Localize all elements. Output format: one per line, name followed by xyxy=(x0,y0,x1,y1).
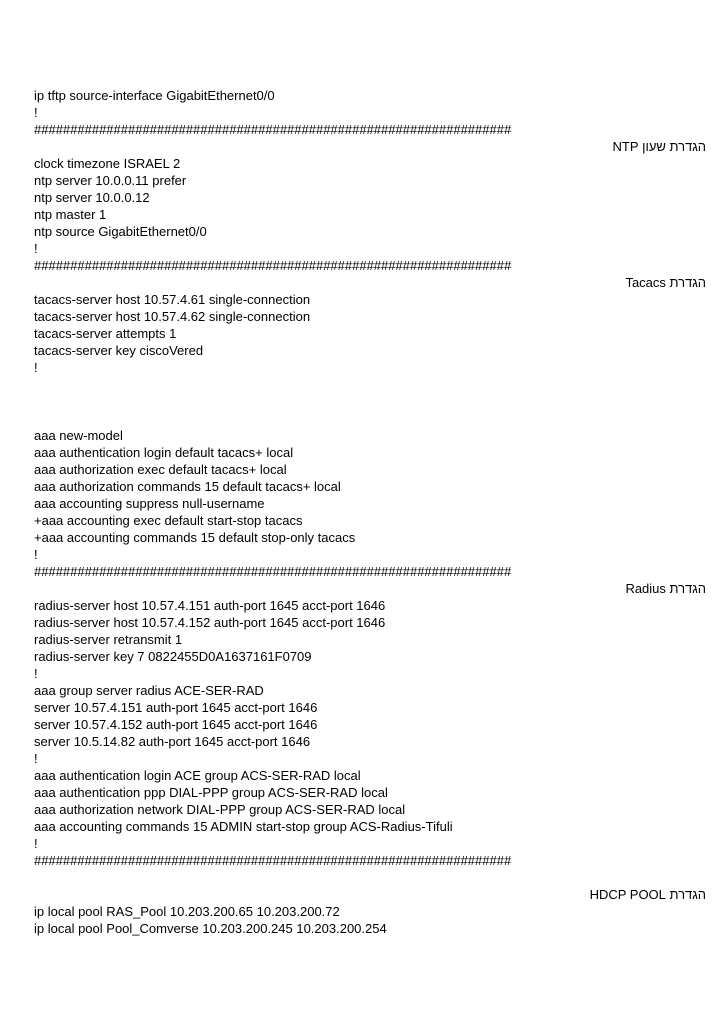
config-line: ! xyxy=(34,751,38,766)
config-line: server 10.5.14.82 auth-port 1645 acct-port 1646 xyxy=(34,734,311,749)
config-line: ip local pool Pool_Comverse 10.203.200.245 10.203.200.254 xyxy=(34,921,387,936)
config-line: ################################################################## xyxy=(34,853,512,868)
config-line: clock timezone ISRAEL 2 xyxy=(34,156,181,171)
config-line: tacacs-server host 10.57.4.62 single-connection xyxy=(34,309,311,324)
config-line: ! xyxy=(34,105,38,120)
config-line: ntp master 1 xyxy=(34,207,107,222)
config-line: radius-server host 10.57.4.152 auth-port 1645 acct-port 1646 xyxy=(34,615,386,630)
config-line: aaa accounting commands 15 ADMIN start-stop group ACS-Radius-Tifuli xyxy=(34,819,453,834)
config-line: aaa group server radius ACE-SER-RAD xyxy=(34,683,264,698)
config-line: server 10.57.4.152 auth-port 1645 acct-port 1646 xyxy=(34,717,318,732)
blank-line xyxy=(34,393,706,410)
config-line: ip local pool RAS_Pool 10.203.200.65 10.203.200.72 xyxy=(34,904,340,919)
config-line: aaa authorization network DIAL-PPP group ACS-SER-RAD local xyxy=(34,802,406,817)
config-line: radius-server host 10.57.4.151 auth-port 1645 acct-port 1646 xyxy=(34,598,386,613)
config-line: aaa authentication login ACE group ACS-SER-RAD local xyxy=(34,768,361,783)
config-line: aaa accounting suppress null-username xyxy=(34,496,265,511)
config-line: ntp server 10.0.0.11 prefer xyxy=(34,173,187,188)
config-line: ! xyxy=(34,241,38,256)
blank-line xyxy=(34,376,706,393)
config-line: ! xyxy=(34,836,38,851)
config-line: aaa new-model xyxy=(34,428,123,443)
section-heading: הגדרת Tacacs xyxy=(625,275,706,290)
section-heading: הגדרת שעון NTP xyxy=(612,139,706,154)
config-line: aaa authentication login default tacacs+ local xyxy=(34,445,294,460)
config-line: aaa authentication ppp DIAL-PPP group ACS-SER-RAD local xyxy=(34,785,388,800)
config-line: ! xyxy=(34,547,38,562)
config-line: tacacs-server host 10.57.4.61 single-connection xyxy=(34,292,311,307)
section-heading: הגדרת HDCP POOL xyxy=(589,887,706,902)
section-heading: הגדרת Radius xyxy=(625,581,706,596)
config-line: server 10.57.4.151 auth-port 1645 acct-port 1646 xyxy=(34,700,318,715)
config-line: aaa authorization exec default tacacs+ local xyxy=(34,462,287,477)
config-line: ! xyxy=(34,666,38,681)
config-line: radius-server key 7 0822455D0A1637161F0709 xyxy=(34,649,312,664)
config-line: aaa authorization commands 15 default tacacs+ local xyxy=(34,479,341,494)
config-line: +aaa accounting exec default start-stop tacacs xyxy=(34,513,303,528)
blank-line xyxy=(34,410,706,427)
config-line: ntp server 10.0.0.12 xyxy=(34,190,150,205)
config-line: ################################################################## xyxy=(34,564,512,579)
config-line: ! xyxy=(34,360,38,375)
spacer xyxy=(34,869,706,886)
config-line: radius-server retransmit 1 xyxy=(34,632,183,647)
config-line: ################################################################## xyxy=(34,122,512,137)
config-line: +aaa accounting commands 15 default stop-only tacacs xyxy=(34,530,356,545)
config-line: ################################################################## xyxy=(34,258,512,273)
config-line: ntp source GigabitEthernet0/0 xyxy=(34,224,207,239)
config-line: tacacs-server key ciscoVered xyxy=(34,343,204,358)
config-line: tacacs-server attempts 1 xyxy=(34,326,177,341)
config-document xyxy=(34,87,706,937)
config-line: ip tftp source-interface GigabitEthernet0/0 xyxy=(34,88,275,103)
